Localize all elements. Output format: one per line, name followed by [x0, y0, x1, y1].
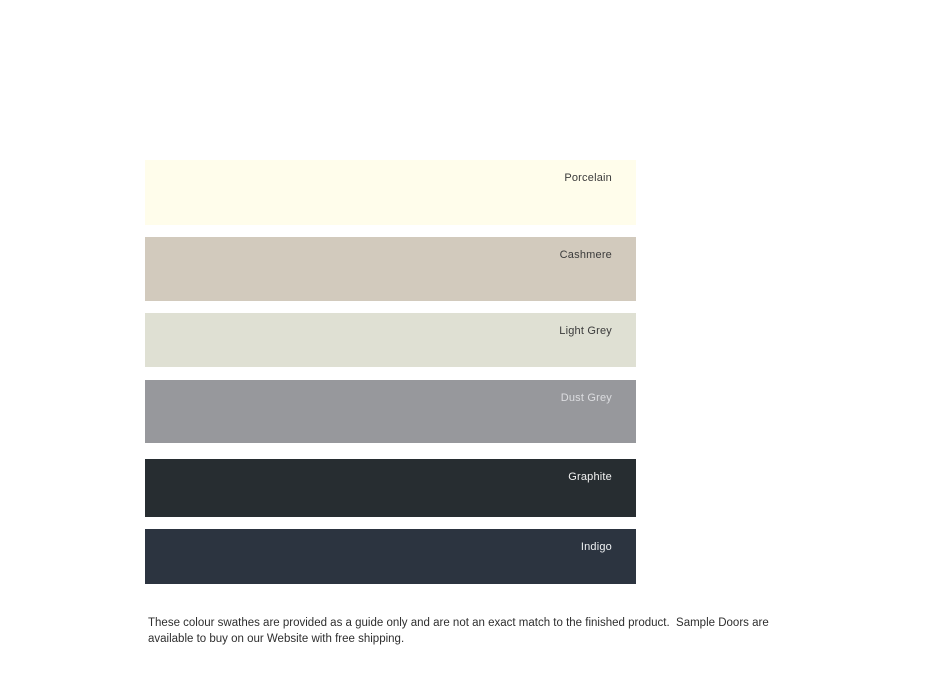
swatch-label: Dust Grey: [560, 392, 612, 404]
swatch-label: Graphite: [568, 471, 612, 483]
swatch-indigo: [145, 529, 636, 584]
swatch-graphite: [145, 459, 636, 517]
swatch-dust-grey: [145, 380, 636, 443]
swatch-label: Light Grey: [559, 325, 612, 337]
swatch-porcelain: [145, 160, 636, 225]
disclaimer-text: These colour swathes are provided as a guide only and are not an exact match to the finished product. Sample Doors are available to buy on our Website with free shipping.: [148, 617, 772, 645]
colour-swatch-list: [145, 160, 636, 596]
swatch-light-grey: [145, 313, 636, 367]
swatch-label: Indigo: [580, 541, 612, 553]
swatch-label: Porcelain: [564, 172, 612, 184]
swatch-cashmere: [145, 237, 636, 301]
swatch-label: Cashmere: [559, 249, 612, 261]
